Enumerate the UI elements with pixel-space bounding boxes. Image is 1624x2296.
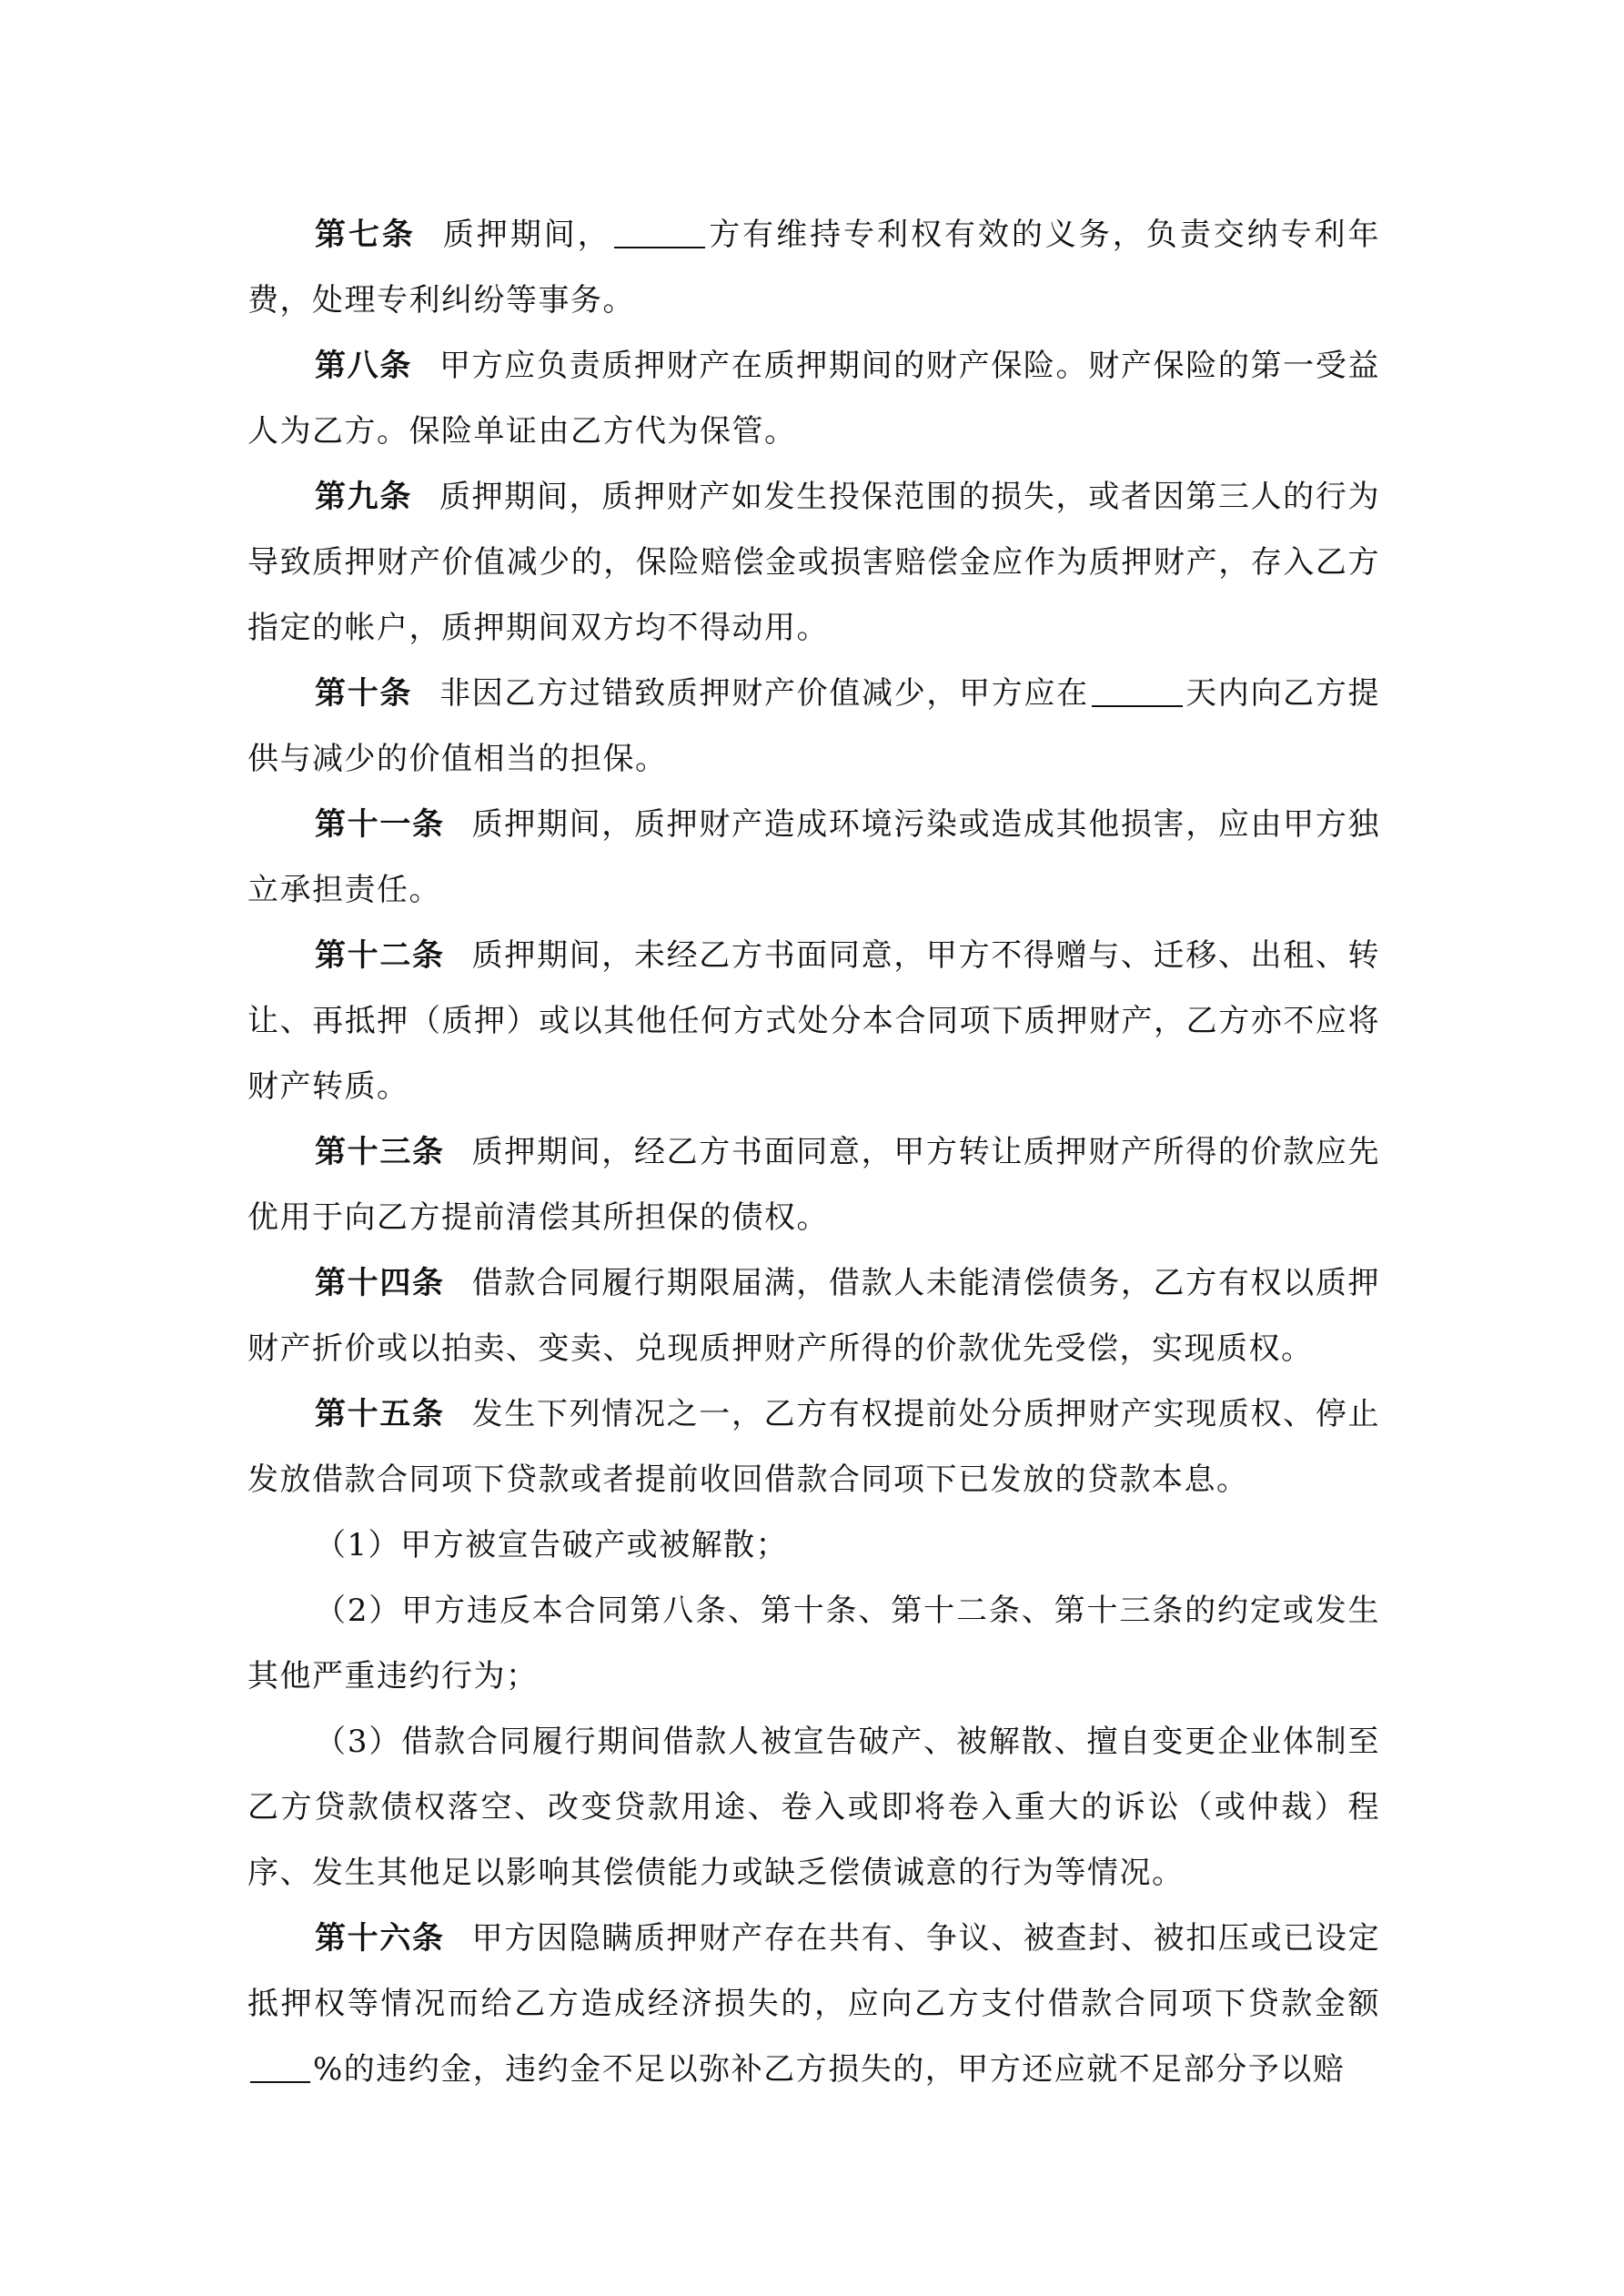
article-13 (247, 1119, 1380, 1250)
blank-field (250, 2050, 310, 2083)
article-text: 质押期间， (442, 217, 611, 253)
article-11 (247, 792, 1380, 923)
article-title: 第十条 (315, 675, 413, 712)
article-10 (247, 661, 1380, 792)
article-text: 天内向乙方提供与减少的价值相当的担保。 (247, 675, 1381, 777)
article-12 (247, 923, 1380, 1119)
article-title: 第十三条 (315, 1134, 445, 1170)
list-item: （1）甲方被宣告破产或被解散； (315, 1527, 789, 1563)
article-title: 第十四条 (315, 1265, 445, 1301)
article-title: 第九条 (315, 479, 412, 515)
article-title: 第十五条 (315, 1396, 445, 1432)
article-title: 第十二条 (315, 937, 445, 974)
article-16 (247, 1906, 1380, 2102)
article-text: 方有维持专利权有效的义务，负责交纳专利年费，处理专利纠纷等事务。 (247, 217, 1381, 319)
contract-body (247, 202, 1380, 2102)
article-title: 第十一条 (315, 806, 445, 843)
article-text: 质押期间，未经乙方书面同意，甲方不得赠与、迁移、出租、转让、再抵押（质押）或以其他任何方式处分本合同项下质押财产，乙方亦不应将财产转质。 (247, 937, 1381, 1105)
article-text: 质押期间，经乙方书面同意，甲方转让质押财产所得的价款应先优用于向乙方提前清偿其所担保的债权。 (247, 1134, 1381, 1236)
article-title: 第八条 (315, 348, 412, 384)
article-text: 质押期间，质押财产造成环境污染或造成其他损害，应由甲方独立承担责任。 (247, 806, 1381, 908)
list-item: （3）借款合同履行期间借款人被宣告破产、被解散、擅自变更企业体制至乙方贷款债权落空、改变贷款用途、卷入或即将卷入重大的诉讼（或仲裁）程序、发生其他足以影响其偿债能力或缺乏偿债诚意的行为等情况。 (247, 1724, 1380, 1891)
article-text: 借款合同履行期限届满，借款人未能清偿债务，乙方有权以质押财产折价或以拍卖、变卖、兑现质押财产所得的价款优先受偿，实现质权。 (247, 1265, 1381, 1367)
blank-field (614, 216, 705, 248)
article-text: 质押期间，质押财产如发生投保范围的损失，或者因第三人的行为导致质押财产价值减少的，保险赔偿金或损害赔偿金应作为质押财产，存入乙方指定的帐户，质押期间双方均不得动用。 (247, 479, 1380, 646)
article-text: 非因乙方过错致质押财产价值减少，甲方应在 (439, 675, 1089, 712)
blank-field (1092, 674, 1183, 707)
article-title: 第十六条 (315, 1920, 445, 1957)
article-text: %的违约金，违约金不足以弥补乙方损失的，甲方还应就不足部分予以赔 (313, 2051, 1346, 2088)
list-item: （2）甲方违反本合同第八条、第十条、第十二条、第十三条的约定或发生其他严重违约行为； (247, 1593, 1380, 1694)
article-title: 第七条 (315, 217, 416, 253)
article-9 (247, 464, 1380, 661)
article-14 (247, 1250, 1380, 1381)
article-text: 发生下列情况之一，乙方有权提前处分质押财产实现质权、停止发放借款合同项下贷款或者提前收回借款合同项下已发放的贷款本息。 (247, 1396, 1381, 1498)
article-15 (247, 1381, 1380, 1512)
article-8 (247, 333, 1380, 464)
article-7 (247, 202, 1380, 333)
article-text: 甲方应负责质押财产在质押期间的财产保险。财产保险的第一受益人为乙方。保险单证由乙方代为保管。 (247, 348, 1380, 450)
article-text: 甲方因隐瞒质押财产存在共有、争议、被查封、被扣压或已设定抵押权等情况而给乙方造成经济损失的，应向乙方支付借款合同项下贷款金额 (247, 1920, 1381, 2022)
